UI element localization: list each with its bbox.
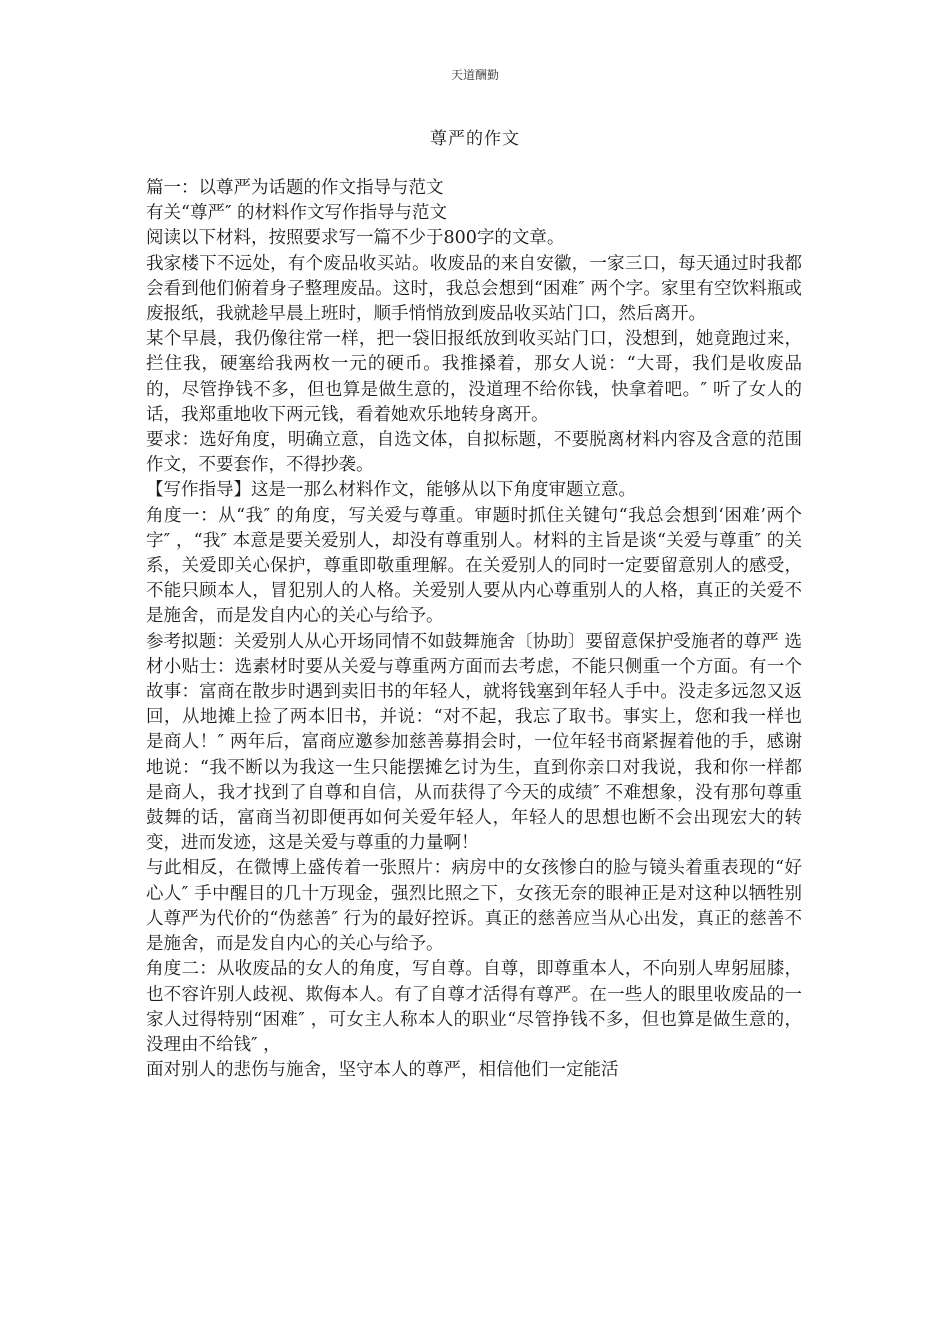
- paragraph: 角度一：从“我″ 的角度，写关爱与尊重。审题时抓住关键句“我总会想到‘困难’两个字″ ，“我″ 本意是要关爱别人，却没有尊重别人。材料的主旨是谈“关爱与尊重″ 的关系，关爱即关心保护，尊重即敬重理解。在关爱别人的同时一定要留意别人的感受，不能只顾本人，冒犯别人的人格。关爱别人要从内心尊重别人的人格，真正的关爱不是施舍，而是发自内心的关心与给予。: [146, 505, 802, 627]
- paragraph: 篇一：以尊严为话题的作文指导与范文: [146, 178, 444, 198]
- paragraph: 要求：选好角度，明确立意，自选文体，自拟标题，不要脱离材料内容及含意的范围作文，不要套作，不得抄袭。: [146, 430, 802, 476]
- paragraph: 参考拟题：关爱别人从心开场同情不如鼓舞施舍〔协助〕要留意保护受施者的尊严 选材小贴士：选素材时要从关爱与尊重两方面而去考虑，不能只侧重一个方面。有一个故事：富商在散步时遇到卖旧书的年轻人，就将钱塞到年轻人手中。没走多远忽又返回，从地摊上捡了两本旧书，并说：“对不起，我忘了取书。事实上，您和我一样也是商人！″ 两年后，富商应邀参加慈善募捐会时，一位年轻书商紧握着他的手，感谢地说：“我不断以为我这一生只能摆摊乞讨为生，直到你亲口对我说，我和你一样都是商人，我才找到了自尊和自信，从而获得了今天的成绩″ 不难想象，没有那句尊重鼓舞的话，富商当初即便再如何关爱年轻人，年轻人的思想也断不会出现宏大的转变，进而发迹，这是关爱与尊重的力量啊！: [146, 631, 802, 854]
- paragraph: 阅读以下材料，按照要求写一篇不少于800字的文章。: [146, 228, 565, 249]
- paragraph: 与此相反，在微博上盛传着一张照片：病房中的女孩惨白的脸与镜头着重表现的“好心人″ 手中醒目的几十万现金，强烈比照之下，女孩无奈的眼神正是对这种以牺牲别人尊严为代价的“伪慈善″ 行为的最好控诉。真正的慈善应当从心出发，真正的慈善不是施舍，而是发自内心的关心与给予。: [146, 858, 802, 955]
- paragraph: 有关“尊严″ 的材料作文写作指导与范文: [146, 203, 448, 224]
- paragraph: 【写作指导】这是一那么材料作文，能够从以下角度审题立意。: [146, 480, 636, 501]
- page-header: 天道酬勤: [450, 68, 499, 82]
- document-body: [146, 176, 802, 1083]
- paragraph: 角度二：从收废品的女人的角度，写自尊。自尊，即尊重本人，不向别人卑躬屈膝，也不容许别人歧视、欺侮本人。有了自尊才活得有尊严。在一些人的眼里收废品的一家人过得特别“困难″ ，可女主人称本人的职业“尽管挣钱不多，但也算是做生意的，没理由不给钱″ ，: [146, 959, 802, 1055]
- paragraph: 某个早晨，我仍像往常一样，把一袋旧报纸放到收买站门口，没想到，她竟跑过来，拦住我，硬塞给我两枚一元的硬币。我推搡着，那女人说：“大哥，我们是收废品的，尽管挣钱不多，但也算是做生意的，没道理不给你钱，快拿着吧。″ 听了女人的话，我郑重地收下两元钱，看着她欢乐地转身离开。: [146, 329, 802, 425]
- paragraph: 面对别人的悲伤与施舍，坚守本人的尊严，相信他们一定能活: [146, 1060, 619, 1081]
- paragraph: 我家楼下不远处，有个废品收买站。收废品的来自安徽，一家三口，每天通过时我都会看到他们俯着身子整理废品。这时，我总会想到“困难″ 两个字。家里有空饮料瓶或废报纸，我就趁早晨上班时，顺手悄悄放到废品收买站门口，然后离开。: [146, 253, 802, 325]
- document-title: 尊严的作文: [430, 129, 520, 149]
